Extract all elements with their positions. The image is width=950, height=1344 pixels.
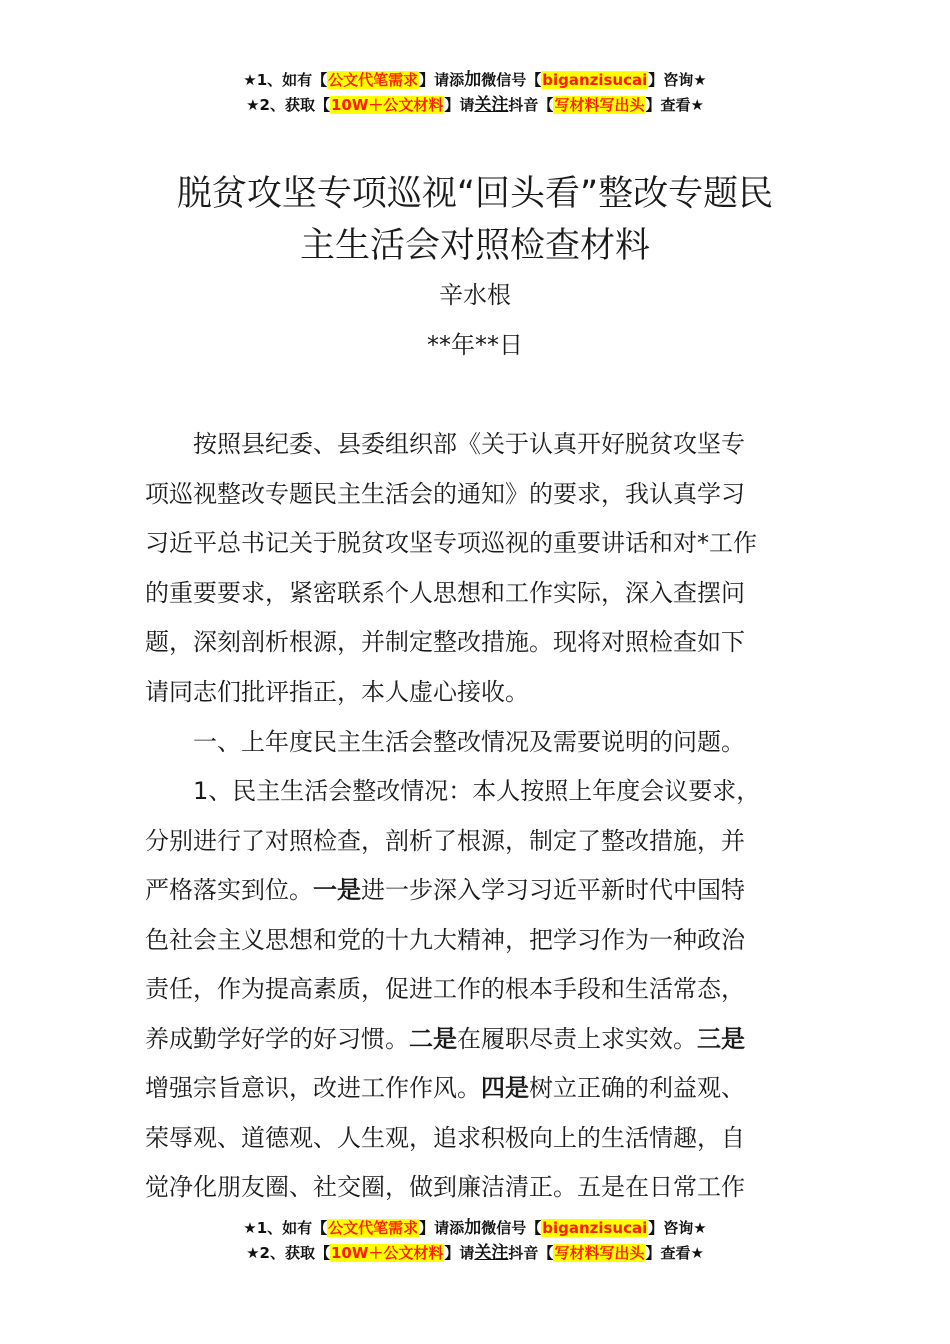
footer-ad-banner bbox=[0, 1216, 950, 1266]
materials-highlight: 10W＋公文材料 bbox=[330, 96, 444, 114]
paragraph-line: 分别进行了对照检查，剖析了根源，制定了整改措施，并 bbox=[145, 826, 745, 855]
point-one-label: 一是 bbox=[313, 876, 361, 904]
paragraph-line: 的重要要求，紧密联系个人思想和工作实际，深入查摆问 bbox=[145, 578, 745, 607]
section-heading-1 bbox=[145, 718, 810, 768]
rectification-paragraph bbox=[145, 767, 810, 1213]
point-two-label: 二是 bbox=[409, 1024, 457, 1053]
title-line-2: 主生活会对照检查材料 bbox=[299, 226, 650, 266]
paragraph-line: 题，深刻剖析根源，并制定整改措施。现将对照检查如下 bbox=[145, 628, 745, 656]
header-ad-line-2: ★2、获取【10W＋公文材料】请关注抖音【写材料写出头】查看★ bbox=[246, 95, 704, 115]
paragraph-line: 色社会主义思想和党的十九大精神，把学习作为一种政治 bbox=[145, 925, 745, 954]
paragraph-line: 请同志们批评指正，本人虚心接收。 bbox=[145, 677, 529, 706]
title-line-1: 脱贫攻坚专项巡视“回头看”整改专题民 bbox=[176, 174, 774, 214]
footer-ad-line-1: ★1、如有【公文代笔需求】请添加微信号【biganzisucai】咨询★ bbox=[243, 1218, 707, 1238]
paragraph-line: 养成勤学好学的好习惯。二是在履职尽责上求实效。三是 bbox=[145, 1024, 745, 1053]
ghostwriting-highlight: 公文代笔需求 bbox=[328, 71, 419, 89]
paragraph-line: 一、上年度民主生活会整改情况及需要说明的问题。 bbox=[145, 728, 745, 756]
paragraph-line: 增强宗旨意识，改进工作作风。四是树立正确的利益观、 bbox=[145, 1074, 745, 1102]
paragraph-line: 习近平总书记关于脱贫攻坚专项巡视的重要讲话和对*工作 bbox=[145, 529, 757, 557]
wechat-id-highlight: biganzisucai bbox=[542, 1219, 648, 1237]
author-name: 辛水根 bbox=[439, 281, 511, 309]
paragraph-line: 按照县纪委、县委组织部《关于认真开好脱贫攻坚专 bbox=[145, 430, 745, 458]
point-three-label: 三是 bbox=[697, 1024, 745, 1053]
header-ad-line-1: ★1、如有【公文代笔需求】请添加微信号【biganzisucai】咨询★ bbox=[243, 70, 707, 90]
materials-highlight: 10W＋公文材料 bbox=[330, 1244, 444, 1262]
douyin-account-highlight: 写材料写出头 bbox=[554, 1244, 645, 1262]
paragraph-line: 觉净化朋友圈、社交圈，做到廉洁清正。五是在日常工作 bbox=[145, 1173, 745, 1201]
intro-paragraph bbox=[145, 420, 810, 717]
douyin-account-highlight: 写材料写出头 bbox=[554, 96, 645, 114]
wechat-id-highlight: biganzisucai bbox=[542, 71, 648, 89]
paragraph-line: 1、民主生活会整改情况：本人按照上年度会议要求， bbox=[145, 777, 761, 805]
point-four-label: 四是 bbox=[481, 1074, 529, 1102]
header-ad-banner bbox=[0, 68, 950, 118]
document-date: **年**日 bbox=[427, 331, 523, 359]
paragraph-line: 责任，作为提高素质，促进工作的根本手段和生活常态， bbox=[145, 975, 745, 1003]
document-title bbox=[0, 168, 950, 272]
footer-ad-line-2: ★2、获取【10W＋公文材料】请关注抖音【写材料写出头】查看★ bbox=[246, 1243, 704, 1263]
paragraph-line: 荣辱观、道德观、人生观，追求积极向上的生活情趣，自 bbox=[145, 1123, 745, 1152]
paragraph-line: 项巡视整改专题民主生活会的通知》的要求，我认真学习 bbox=[145, 479, 745, 508]
ghostwriting-highlight: 公文代笔需求 bbox=[328, 1219, 419, 1237]
paragraph-line: 严格落实到位。一是进一步深入学习习近平新时代中国特 bbox=[145, 876, 745, 904]
